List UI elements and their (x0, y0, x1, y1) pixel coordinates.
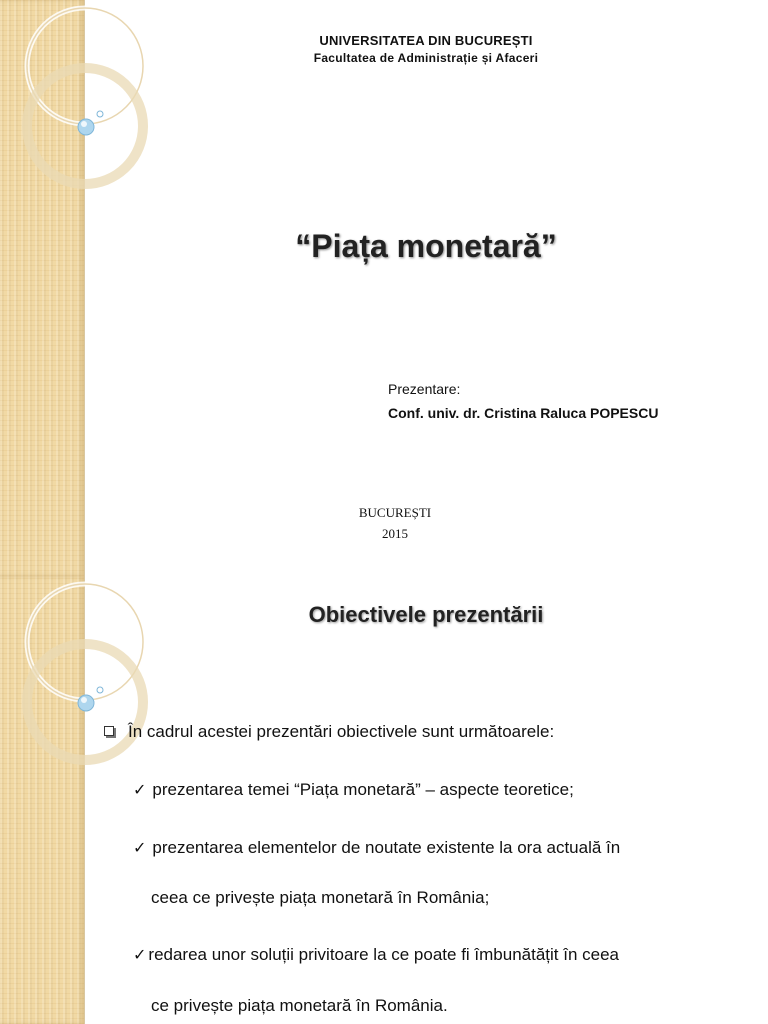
list-item-continuation: ceea ce privește piața monetară în România; (151, 888, 490, 907)
intro-bullet (104, 722, 554, 742)
intro-text: În cadrul acestei prezentări obiectivele sunt următoarele: (128, 722, 555, 741)
list-item-text: prezentarea elementelor de noutate existente la ora actuală în (152, 838, 621, 857)
list-item-text: redarea unor soluții privitoare la ce poate fi îmbunătățit în ceea (148, 945, 620, 964)
check-icon: ✓ (133, 947, 147, 964)
year: 2015 (382, 526, 408, 541)
presentation-title: “Piața monetară” (295, 228, 557, 264)
square-bullet-icon (104, 726, 114, 736)
city: BUCUREȘTI (358, 505, 432, 520)
list-item (133, 780, 574, 800)
check-icon: ✓ (133, 840, 147, 857)
list-item-text: prezentarea temei “Piața monetară” – aspecte teoretice; (152, 780, 574, 799)
list-item (133, 838, 620, 858)
check-icon: ✓ (133, 782, 147, 799)
list-item (133, 945, 619, 965)
list-item-continuation: ce privește piața monetară în România. (151, 996, 448, 1015)
presenter-label: Prezentare: (388, 381, 461, 397)
university-name: UNIVERSITATEA DIN BUCUREȘTI (319, 33, 533, 48)
slide-title: Obiectivele prezentării (308, 602, 544, 627)
presenter-name: Conf. univ. dr. Cristina Raluca POPESCU (388, 405, 659, 421)
objectives-slide (0, 576, 768, 1024)
faculty-name: Facultatea de Administrație și Afaceri (313, 51, 539, 65)
